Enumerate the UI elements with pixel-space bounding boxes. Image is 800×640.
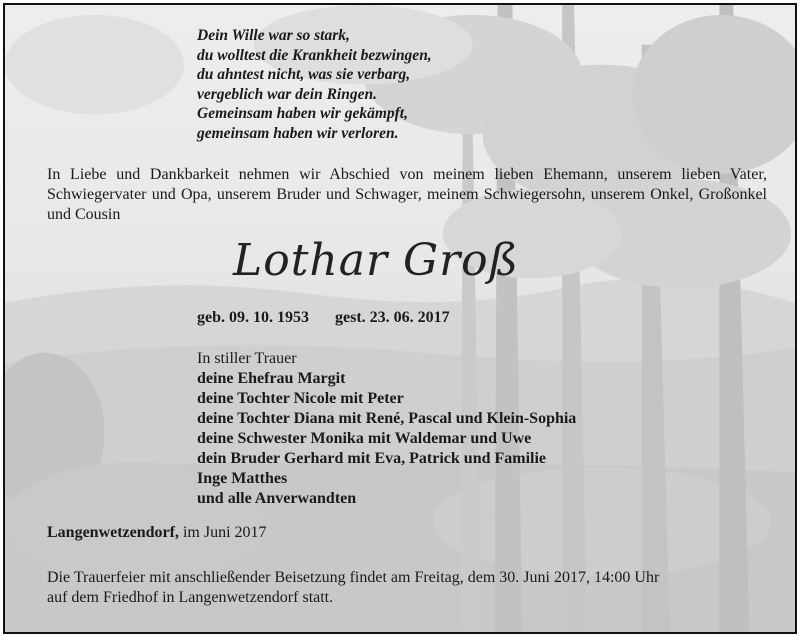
- poem-line: Gemeinsam haben wir gekämpft,: [197, 105, 408, 122]
- mourners-list: [197, 349, 576, 509]
- obituary-notice: [3, 3, 797, 634]
- mourner-line: und alle Anverwandten: [197, 490, 357, 507]
- funeral-line: auf dem Friedhof in Langenwetzendorf statt.: [47, 589, 334, 606]
- poem-line: vergeblich war dein Ringen.: [197, 85, 377, 103]
- poem: [197, 26, 432, 143]
- poem-line: du wolltest die Krankheit bezwingen,: [197, 46, 432, 64]
- life-dates: [197, 308, 450, 328]
- birth-date: geb. 09. 10. 1953: [197, 309, 309, 326]
- mourner-line: dein Bruder Gerhard mit Eva, Patrick und Familie: [197, 450, 547, 467]
- intro-paragraph: In Liebe und Dankbarkeit nehmen wir Abschied von meinem lieben Ehemann, unserem lieben Vater, Schwiegervater und Opa, unserem Bruder und Schwager, meinem Schwiegersohn, unserem Onkel, Großonkel und Cousin: [47, 166, 767, 223]
- place-town: Langenwetzendorf,: [47, 524, 179, 541]
- mourner-line: deine Schwester Monika mit Waldemar und Uwe: [197, 430, 532, 447]
- deceased-name: Lothar Groß: [233, 235, 520, 286]
- mourner-line: deine Tochter Diana mit René, Pascal und Klein-Sophia: [197, 410, 577, 427]
- mourners-heading: In stiller Trauer: [197, 350, 297, 367]
- poem-line: gemeinsam haben wir verloren.: [197, 124, 399, 142]
- funeral-info: [47, 568, 659, 608]
- funeral-line: Die Trauerfeier mit anschließender Beisetzung findet am Freitag, dem 30. Juni 2017, 14:00 Uhr: [47, 569, 660, 586]
- mourner-line: deine Ehefrau Margit: [197, 370, 346, 387]
- poem-line: Dein Wille war so stark,: [197, 27, 350, 44]
- poem-line: du ahntest nicht, was sie verbarg,: [197, 66, 411, 83]
- mourner-line: Inge Matthes: [197, 470, 288, 487]
- death-date: gest. 23. 06. 2017: [335, 309, 450, 326]
- place-and-date: [47, 523, 267, 543]
- mourner-line: deine Tochter Nicole mit Peter: [197, 390, 404, 407]
- place-date: im Juni 2017: [182, 524, 267, 541]
